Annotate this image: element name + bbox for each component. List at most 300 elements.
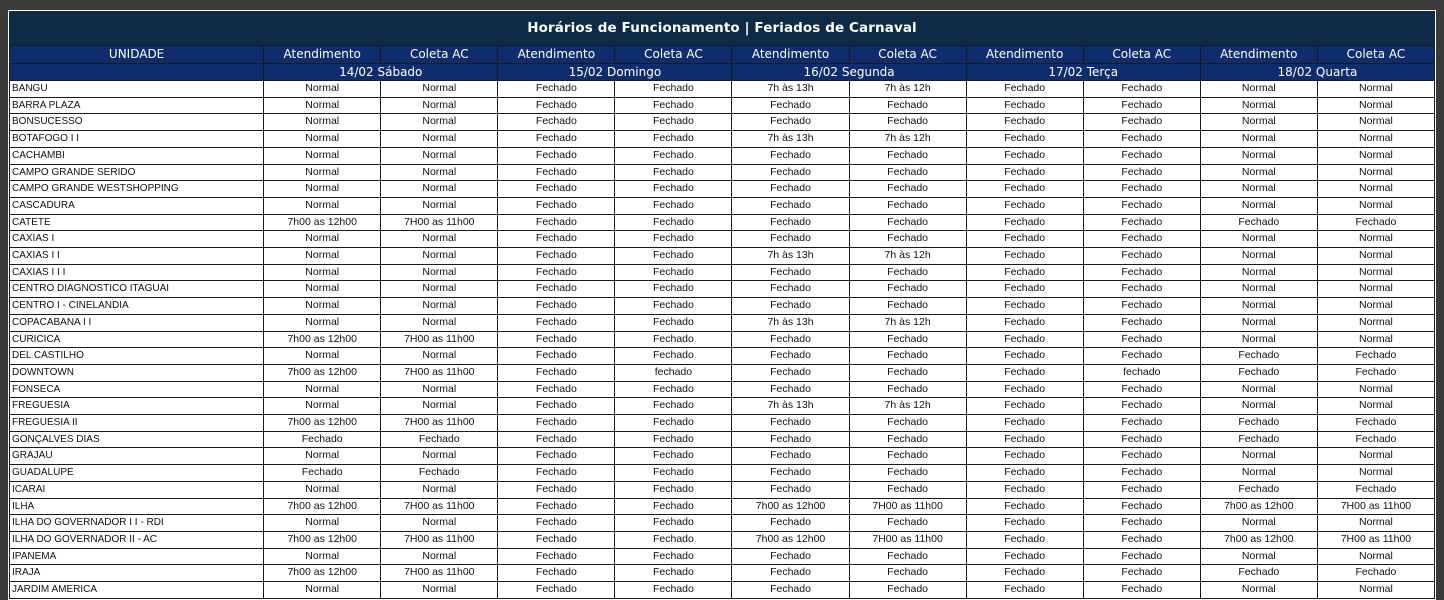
atendimento-cell: Fechado	[966, 515, 1083, 532]
atendimento-cell: Fechado	[498, 97, 615, 114]
coleta-cell: Normal	[381, 181, 498, 198]
coleta-cell: Fechado	[615, 314, 732, 331]
atendimento-cell: Fechado	[498, 197, 615, 214]
coleta-cell: Fechado	[849, 97, 966, 114]
coleta-cell: Fechado	[1083, 531, 1200, 548]
atendimento-cell: 7h00 as 12h00	[264, 531, 381, 548]
atendimento-cell: Fechado	[966, 114, 1083, 131]
atendimento-cell: Fechado	[732, 465, 849, 482]
coleta-cell: 7H00 as 11h00	[381, 565, 498, 582]
atendimento-cell: 7h00 as 12h00	[264, 364, 381, 381]
coleta-cell: Normal	[381, 248, 498, 265]
atendimento-cell: Fechado	[498, 81, 615, 98]
coleta-cell: Fechado	[615, 481, 732, 498]
day-header: 14/02 Sábado	[264, 64, 498, 81]
coleta-cell: Fechado	[615, 298, 732, 315]
coleta-cell: Normal	[381, 481, 498, 498]
atendimento-cell: Fechado	[498, 431, 615, 448]
atendimento-cell: 7h00 as 12h00	[264, 415, 381, 432]
atendimento-cell: Fechado	[732, 548, 849, 565]
table-row	[10, 465, 1435, 482]
atendimento-cell: Fechado	[1200, 415, 1317, 432]
atendimento-cell: Fechado	[498, 582, 615, 599]
coleta-cell: Fechado	[1083, 181, 1200, 198]
atendimento-cell: Fechado	[498, 331, 615, 348]
coleta-cell: 7H00 as 11h00	[1317, 498, 1434, 515]
coleta-header: Coleta AC	[1083, 46, 1200, 64]
coleta-cell: Fechado	[615, 264, 732, 281]
atendimento-cell: Normal	[264, 197, 381, 214]
table-row	[10, 214, 1435, 231]
atendimento-cell: Fechado	[1200, 348, 1317, 365]
atendimento-cell: Fechado	[732, 348, 849, 365]
atendimento-cell: Fechado	[966, 448, 1083, 465]
coleta-cell: Fechado	[1317, 565, 1434, 582]
atendimento-cell: Fechado	[1200, 214, 1317, 231]
table-row	[10, 181, 1435, 198]
unit-name-cell: CAMPO GRANDE SERIDO	[10, 164, 264, 181]
coleta-cell: Normal	[381, 114, 498, 131]
coleta-cell: Normal	[1317, 248, 1434, 265]
coleta-cell: Normal	[1317, 381, 1434, 398]
atendimento-cell: Fechado	[966, 465, 1083, 482]
unit-name-cell: CACHAMBI	[10, 147, 264, 164]
coleta-header: Coleta AC	[381, 46, 498, 64]
atendimento-cell: Normal	[264, 248, 381, 265]
coleta-cell: Fechado	[849, 181, 966, 198]
coleta-cell: 7h às 12h	[849, 131, 966, 148]
coleta-cell: Fechado	[1317, 348, 1434, 365]
coleta-cell: Fechado	[381, 465, 498, 482]
atendimento-cell: Normal	[264, 381, 381, 398]
coleta-cell: Normal	[381, 348, 498, 365]
coleta-cell: Fechado	[1083, 81, 1200, 98]
coleta-cell: Fechado	[849, 197, 966, 214]
coleta-cell: Fechado	[1083, 415, 1200, 432]
atendimento-cell: Normal	[1200, 448, 1317, 465]
coleta-cell: Fechado	[849, 164, 966, 181]
atendimento-cell: Fechado	[732, 415, 849, 432]
coleta-cell: Normal	[381, 281, 498, 298]
coleta-cell: 7H00 as 11h00	[849, 498, 966, 515]
coleta-cell: Fechado	[381, 431, 498, 448]
coleta-cell: Normal	[381, 381, 498, 398]
coleta-cell: Fechado	[615, 415, 732, 432]
unit-header-spacer	[10, 64, 264, 81]
atendimento-cell: 7h00 as 12h00	[264, 214, 381, 231]
table-header	[10, 46, 1435, 81]
coleta-cell: Normal	[1317, 231, 1434, 248]
day-header: 15/02 Domingo	[498, 64, 732, 81]
atendimento-cell: Fechado	[966, 431, 1083, 448]
atendimento-cell: Fechado	[732, 114, 849, 131]
atendimento-cell: Fechado	[498, 131, 615, 148]
coleta-cell: Fechado	[849, 348, 966, 365]
table-row	[10, 164, 1435, 181]
unit-name-cell: DEL CASTILHO	[10, 348, 264, 365]
coleta-cell: Normal	[381, 582, 498, 599]
coleta-cell: Fechado	[849, 364, 966, 381]
atendimento-cell: Fechado	[732, 481, 849, 498]
coleta-cell: fechado	[615, 364, 732, 381]
atendimento-header: Atendimento	[1200, 46, 1317, 64]
coleta-cell: Fechado	[1083, 298, 1200, 315]
coleta-cell: Fechado	[615, 515, 732, 532]
atendimento-cell: Normal	[264, 114, 381, 131]
viewer-top-bar	[0, 0, 1444, 10]
atendimento-header: Atendimento	[498, 46, 615, 64]
atendimento-cell: Normal	[1200, 331, 1317, 348]
coleta-cell: Fechado	[849, 264, 966, 281]
atendimento-cell: Fechado	[498, 481, 615, 498]
atendimento-cell: Fechado	[966, 398, 1083, 415]
coleta-cell: Fechado	[1317, 214, 1434, 231]
coleta-cell: Fechado	[1083, 431, 1200, 448]
coleta-cell: Fechado	[1083, 381, 1200, 398]
atendimento-cell: Normal	[1200, 381, 1317, 398]
coleta-cell: Fechado	[849, 147, 966, 164]
coleta-cell: 7h às 12h	[849, 314, 966, 331]
table-row	[10, 515, 1435, 532]
coleta-header: Coleta AC	[849, 46, 966, 64]
table-row	[10, 197, 1435, 214]
coleta-cell: Fechado	[615, 214, 732, 231]
coleta-cell: Fechado	[1083, 314, 1200, 331]
atendimento-cell: Normal	[264, 281, 381, 298]
coleta-cell: Fechado	[1083, 331, 1200, 348]
table-row	[10, 381, 1435, 398]
coleta-cell: Fechado	[1083, 481, 1200, 498]
atendimento-cell: Fechado	[498, 281, 615, 298]
atendimento-cell: 7h às 13h	[732, 248, 849, 265]
coleta-cell: Fechado	[615, 448, 732, 465]
atendimento-cell: 7h às 13h	[732, 314, 849, 331]
atendimento-cell: Fechado	[966, 131, 1083, 148]
coleta-cell: Normal	[1317, 448, 1434, 465]
coleta-cell: Fechado	[849, 231, 966, 248]
table-row	[10, 264, 1435, 281]
coleta-cell: Fechado	[615, 348, 732, 365]
atendimento-cell: Fechado	[966, 81, 1083, 98]
coleta-cell: Normal	[381, 548, 498, 565]
atendimento-cell: 7h00 as 12h00	[732, 531, 849, 548]
atendimento-cell: Normal	[1200, 465, 1317, 482]
atendimento-cell: Normal	[264, 348, 381, 365]
coleta-cell: Normal	[381, 81, 498, 98]
coleta-cell: Normal	[1317, 197, 1434, 214]
atendimento-cell: Normal	[1200, 81, 1317, 98]
atendimento-cell: Normal	[1200, 298, 1317, 315]
table-row	[10, 398, 1435, 415]
atendimento-cell: Fechado	[498, 548, 615, 565]
atendimento-cell: Normal	[1200, 314, 1317, 331]
atendimento-cell: Fechado	[498, 181, 615, 198]
atendimento-cell: Fechado	[732, 181, 849, 198]
coleta-cell: Normal	[1317, 465, 1434, 482]
coleta-cell: Normal	[381, 97, 498, 114]
coleta-cell: 7H00 as 11h00	[381, 331, 498, 348]
atendimento-cell: Normal	[264, 314, 381, 331]
table-row	[10, 314, 1435, 331]
atendimento-cell: 7h00 as 12h00	[264, 498, 381, 515]
table-row	[10, 364, 1435, 381]
atendimento-cell: Normal	[264, 298, 381, 315]
unit-name-cell: ILHA	[10, 498, 264, 515]
schedule-sheet	[8, 10, 1436, 600]
coleta-cell: Fechado	[1083, 582, 1200, 599]
atendimento-cell: Fechado	[966, 498, 1083, 515]
atendimento-cell: Normal	[264, 548, 381, 565]
atendimento-cell: Normal	[264, 231, 381, 248]
atendimento-cell: Normal	[1200, 131, 1317, 148]
coleta-cell: Fechado	[849, 331, 966, 348]
coleta-cell: Fechado	[1083, 231, 1200, 248]
atendimento-cell: Fechado	[732, 97, 849, 114]
atendimento-cell: Fechado	[732, 448, 849, 465]
atendimento-cell: Fechado	[732, 214, 849, 231]
atendimento-cell: Fechado	[498, 381, 615, 398]
atendimento-cell: Normal	[1200, 582, 1317, 599]
coleta-cell: 7H00 as 11h00	[381, 498, 498, 515]
coleta-cell: fechado	[1083, 364, 1200, 381]
coleta-cell: Fechado	[1083, 131, 1200, 148]
coleta-cell: Fechado	[615, 565, 732, 582]
day-header: 16/02 Segunda	[732, 64, 966, 81]
coleta-cell: Normal	[1317, 164, 1434, 181]
unit-name-cell: CENTRO DIAGNOSTICO ITAGUAI	[10, 281, 264, 298]
atendimento-cell: Fechado	[966, 565, 1083, 582]
unit-name-cell: COPACABANA I I	[10, 314, 264, 331]
unit-name-cell: GUADALUPE	[10, 465, 264, 482]
table-row	[10, 281, 1435, 298]
coleta-cell: 7H00 as 11h00	[381, 415, 498, 432]
coleta-cell: Fechado	[1317, 481, 1434, 498]
coleta-cell: Fechado	[615, 181, 732, 198]
coleta-cell: 7H00 as 11h00	[381, 531, 498, 548]
coleta-cell: Fechado	[615, 248, 732, 265]
coleta-cell: Fechado	[849, 415, 966, 432]
atendimento-cell: Fechado	[966, 531, 1083, 548]
table-row	[10, 298, 1435, 315]
atendimento-cell: Fechado	[498, 415, 615, 432]
atendimento-cell: Fechado	[966, 348, 1083, 365]
atendimento-cell: Fechado	[1200, 565, 1317, 582]
atendimento-cell: Fechado	[966, 181, 1083, 198]
coleta-cell: Fechado	[615, 231, 732, 248]
atendimento-cell: Normal	[1200, 548, 1317, 565]
atendimento-cell: Fechado	[966, 97, 1083, 114]
day-header: 18/02 Quarta	[1200, 64, 1434, 81]
unit-name-cell: CURICICA	[10, 331, 264, 348]
atendimento-cell: Fechado	[1200, 481, 1317, 498]
table-row	[10, 348, 1435, 365]
atendimento-cell: Fechado	[498, 531, 615, 548]
coleta-cell: Normal	[1317, 114, 1434, 131]
unit-name-cell: IRAJA	[10, 565, 264, 582]
coleta-cell: Normal	[1317, 181, 1434, 198]
atendimento-cell: Normal	[1200, 248, 1317, 265]
coleta-cell: Fechado	[615, 81, 732, 98]
coleta-cell: Normal	[381, 314, 498, 331]
atendimento-cell: Fechado	[498, 314, 615, 331]
atendimento-cell: Fechado	[966, 298, 1083, 315]
atendimento-cell: Normal	[1200, 231, 1317, 248]
unit-name-cell: BARRA PLAZA	[10, 97, 264, 114]
atendimento-cell: Normal	[1200, 114, 1317, 131]
coleta-cell: Fechado	[1083, 515, 1200, 532]
coleta-cell: Fechado	[615, 164, 732, 181]
coleta-cell: Fechado	[615, 431, 732, 448]
atendimento-cell: Fechado	[498, 164, 615, 181]
coleta-cell: Normal	[1317, 97, 1434, 114]
coleta-cell: Fechado	[615, 331, 732, 348]
unit-name-cell: DOWNTOWN	[10, 364, 264, 381]
atendimento-cell: Fechado	[498, 398, 615, 415]
coleta-cell: Normal	[1317, 515, 1434, 532]
table-row	[10, 81, 1435, 98]
coleta-cell: Fechado	[615, 114, 732, 131]
atendimento-cell: Fechado	[1200, 431, 1317, 448]
atendimento-cell: Fechado	[498, 231, 615, 248]
coleta-cell: Fechado	[849, 582, 966, 599]
atendimento-cell: 7h00 as 12h00	[1200, 498, 1317, 515]
coleta-cell: Fechado	[849, 515, 966, 532]
atendimento-cell: Normal	[264, 97, 381, 114]
atendimento-cell: 7h às 13h	[732, 131, 849, 148]
coleta-cell: Fechado	[849, 465, 966, 482]
atendimento-cell: Fechado	[732, 565, 849, 582]
atendimento-cell: 7h às 13h	[732, 398, 849, 415]
atendimento-cell: Fechado	[966, 281, 1083, 298]
unit-name-cell: ILHA DO GOVERNADOR I I - RDI	[10, 515, 264, 532]
coleta-cell: Fechado	[1083, 465, 1200, 482]
atendimento-cell: Normal	[264, 81, 381, 98]
atendimento-cell: Fechado	[966, 582, 1083, 599]
unit-name-cell: CAMPO GRANDE WESTSHOPPING	[10, 181, 264, 198]
coleta-cell: Fechado	[1083, 548, 1200, 565]
coleta-cell: Fechado	[1083, 348, 1200, 365]
atendimento-cell: Normal	[264, 582, 381, 599]
coleta-cell: 7h às 12h	[849, 248, 966, 265]
coleta-cell: Normal	[1317, 582, 1434, 599]
atendimento-cell: Normal	[1200, 515, 1317, 532]
atendimento-cell: Normal	[264, 481, 381, 498]
unit-name-cell: FONSECA	[10, 381, 264, 398]
coleta-cell: Normal	[1317, 331, 1434, 348]
atendimento-cell: 7h às 13h	[732, 81, 849, 98]
coleta-header: Coleta AC	[615, 46, 732, 64]
unit-name-cell: GRAJAU	[10, 448, 264, 465]
atendimento-cell: Fechado	[966, 548, 1083, 565]
table-row	[10, 448, 1435, 465]
atendimento-cell: Fechado	[966, 164, 1083, 181]
coleta-cell: Fechado	[1083, 214, 1200, 231]
coleta-cell: Fechado	[615, 197, 732, 214]
unit-name-cell: BONSUCESSO	[10, 114, 264, 131]
atendimento-cell: Fechado	[498, 515, 615, 532]
atendimento-cell: Fechado	[498, 114, 615, 131]
table-row	[10, 498, 1435, 515]
atendimento-cell: Normal	[264, 264, 381, 281]
coleta-cell: Normal	[381, 398, 498, 415]
table-row	[10, 114, 1435, 131]
atendimento-cell: Fechado	[966, 264, 1083, 281]
unit-column-header: UNIDADE	[10, 46, 264, 64]
atendimento-cell: Fechado	[732, 281, 849, 298]
atendimento-cell: Fechado	[732, 147, 849, 164]
coleta-cell: Normal	[1317, 264, 1434, 281]
coleta-cell: Fechado	[615, 498, 732, 515]
coleta-cell: 7H00 as 11h00	[849, 531, 966, 548]
schedule-table	[9, 45, 1435, 599]
coleta-cell: Fechado	[615, 531, 732, 548]
atendimento-cell: Fechado	[732, 231, 849, 248]
coleta-cell: Fechado	[1083, 281, 1200, 298]
atendimento-cell: Fechado	[732, 197, 849, 214]
table-body	[10, 81, 1435, 599]
table-row	[10, 431, 1435, 448]
atendimento-cell: Normal	[264, 131, 381, 148]
atendimento-cell: Fechado	[966, 364, 1083, 381]
coleta-cell: Normal	[381, 147, 498, 164]
atendimento-cell: Fechado	[498, 465, 615, 482]
coleta-cell: Fechado	[615, 398, 732, 415]
atendimento-cell: Fechado	[1200, 364, 1317, 381]
unit-name-cell: ILHA DO GOVERNADOR II - AC	[10, 531, 264, 548]
coleta-cell: Normal	[1317, 147, 1434, 164]
coleta-cell: Fechado	[849, 114, 966, 131]
table-row	[10, 131, 1435, 148]
coleta-cell: Fechado	[1083, 164, 1200, 181]
atendimento-cell: Fechado	[732, 364, 849, 381]
coleta-cell: Fechado	[849, 481, 966, 498]
coleta-cell: Fechado	[615, 147, 732, 164]
coleta-cell: Normal	[381, 197, 498, 214]
coleta-cell: Fechado	[1083, 398, 1200, 415]
coleta-cell: Normal	[381, 515, 498, 532]
atendimento-cell: 7h00 as 12h00	[732, 498, 849, 515]
table-row	[10, 531, 1435, 548]
atendimento-cell: Fechado	[498, 298, 615, 315]
coleta-cell: Normal	[1317, 81, 1434, 98]
coleta-cell: Normal	[381, 448, 498, 465]
unit-name-cell: FREGUESIA	[10, 398, 264, 415]
coleta-cell: Fechado	[849, 214, 966, 231]
coleta-cell: Fechado	[849, 548, 966, 565]
atendimento-cell: Fechado	[498, 565, 615, 582]
atendimento-cell: Fechado	[966, 331, 1083, 348]
coleta-cell: Fechado	[1083, 147, 1200, 164]
atendimento-cell: Fechado	[498, 214, 615, 231]
atendimento-cell: 7h00 as 12h00	[264, 565, 381, 582]
coleta-cell: Normal	[381, 131, 498, 148]
coleta-cell: 7H00 as 11h00	[381, 364, 498, 381]
table-row	[10, 248, 1435, 265]
atendimento-cell: Fechado	[732, 164, 849, 181]
atendimento-cell: Fechado	[732, 264, 849, 281]
atendimento-cell: Fechado	[966, 147, 1083, 164]
unit-name-cell: JARDIM AMERICA	[10, 582, 264, 599]
coleta-cell: 7H00 as 11h00	[1317, 531, 1434, 548]
atendimento-cell: Normal	[1200, 164, 1317, 181]
table-row	[10, 231, 1435, 248]
unit-name-cell: GONÇALVES DIAS	[10, 431, 264, 448]
table-row	[10, 565, 1435, 582]
coleta-cell: Fechado	[1083, 448, 1200, 465]
coleta-cell: Fechado	[615, 131, 732, 148]
coleta-cell: Fechado	[849, 431, 966, 448]
coleta-cell: Normal	[1317, 314, 1434, 331]
